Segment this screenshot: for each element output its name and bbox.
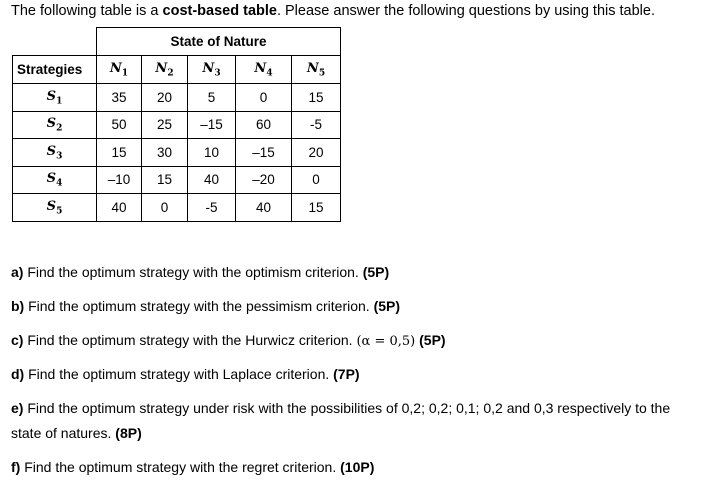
table-cell: 20 — [142, 84, 188, 112]
table-cell: -5 — [188, 194, 236, 222]
table-cell: –15 — [188, 111, 236, 139]
column-header-n5: $N_5$ — [292, 56, 341, 84]
table-row — [13, 139, 341, 167]
table-row — [13, 84, 341, 112]
table-cell: 15 — [97, 139, 142, 167]
question-e-continued: state of natures. (8P) — [11, 425, 142, 441]
question-c: c) Find the optimum strategy with the Hurwicz criterion. (α = 0,5) (5P) — [11, 332, 446, 349]
row-label-s5: $S_5$ — [13, 194, 97, 222]
table-cell: 15 — [292, 84, 341, 112]
alpha-formula: (α = 0,5) — [356, 334, 416, 349]
column-header-n3: $N_3$ — [188, 56, 236, 84]
strategies-header: Strategies — [13, 56, 97, 84]
table-row — [13, 111, 341, 139]
row-label-s4: $S_4$ — [13, 166, 97, 194]
table-cell: 35 — [97, 84, 142, 112]
intro-after: . Please answer the following questions by using this table. — [276, 3, 655, 19]
question-a: a) Find the optimum strategy with the optimism criterion. (5P) — [11, 264, 390, 280]
column-header-n4: $N_4$ — [236, 56, 292, 84]
state-of-nature-header: State of Nature — [97, 28, 341, 56]
table-cell: 10 — [188, 139, 236, 167]
table-cell: 40 — [236, 194, 292, 222]
intro-before: The following table is a — [11, 3, 163, 19]
table-row — [13, 166, 341, 194]
intro-text — [11, 3, 655, 19]
row-label-s2: $S_2$ — [13, 111, 97, 139]
table-cell: –20 — [236, 166, 292, 194]
table-cell: 60 — [236, 111, 292, 139]
table-cell: 15 — [142, 166, 188, 194]
table-cell: 50 — [97, 111, 142, 139]
table-cell: 15 — [292, 194, 341, 222]
column-header-n1: $N_1$ — [97, 56, 142, 84]
row-label-s3: $S_3$ — [13, 139, 97, 167]
table-cell: –15 — [236, 139, 292, 167]
table-cell: 0 — [292, 166, 341, 194]
intro-bold: cost-based table — [162, 3, 277, 19]
table-cell: 0 — [236, 84, 292, 112]
table-cell: 40 — [97, 194, 142, 222]
table-cell: 40 — [188, 166, 236, 194]
table-header-row — [13, 56, 341, 84]
question-d: d) Find the optimum strategy with Laplace criterion. (7P) — [11, 366, 360, 382]
table-row — [13, 194, 341, 222]
table-cell: 25 — [142, 111, 188, 139]
table-cell: 30 — [142, 139, 188, 167]
table-cell: 0 — [142, 194, 188, 222]
column-header-n2: $N_2$ — [142, 56, 188, 84]
row-label-s1: $S_1$ — [13, 84, 97, 112]
table-cell: –10 — [97, 166, 142, 194]
question-f: f) Find the optimum strategy with the regret criterion. (10P) — [11, 459, 375, 475]
cost-table — [12, 27, 341, 222]
table-cell: -5 — [292, 111, 341, 139]
question-b: b) Find the optimum strategy with the pessimism criterion. (5P) — [11, 298, 401, 314]
question-e: e) Find the optimum strategy under risk with the possibilities of 0,2; 0,2; 0,1; 0,2 and 0,3 respectively to the — [11, 400, 671, 416]
table-cell: 20 — [292, 139, 341, 167]
table-cell: 5 — [188, 84, 236, 112]
table-corner-blank — [13, 28, 97, 56]
